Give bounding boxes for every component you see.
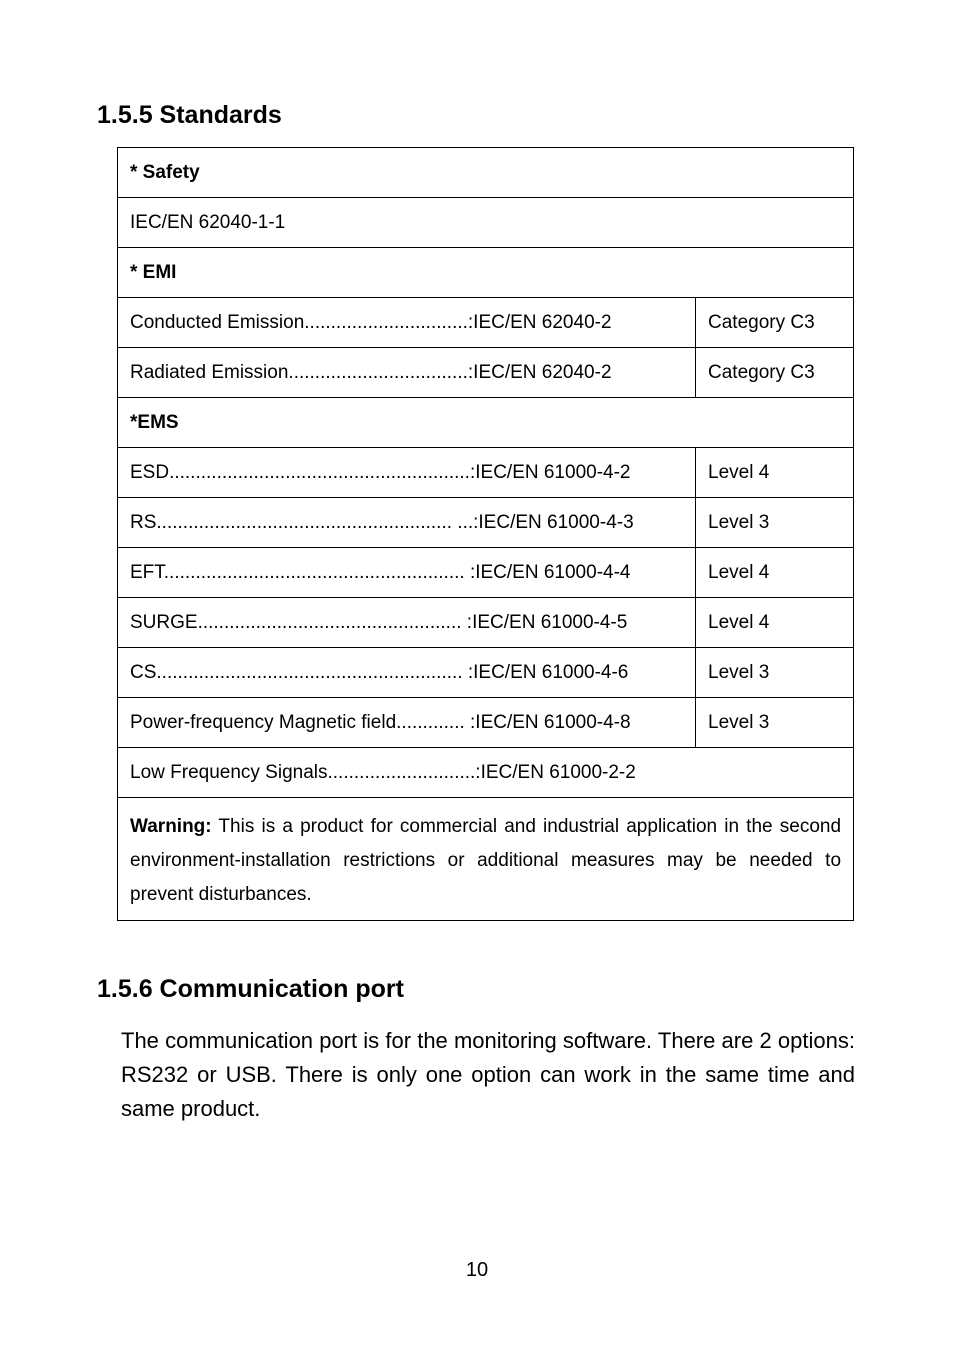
table-row	[118, 298, 854, 348]
standards-table	[117, 147, 854, 921]
table-row	[118, 698, 854, 748]
safety-header: * Safety	[118, 148, 854, 198]
table-row	[118, 548, 854, 598]
ems-header: *EMS	[118, 398, 854, 448]
standard-name: ESD.........................................................:IEC/EN 61000-4-2	[118, 448, 696, 498]
standard-level: Category C3	[696, 348, 854, 398]
standard-level: Level 3	[696, 698, 854, 748]
standard-name: Radiated Emission..................................:IEC/EN 62040-2	[118, 348, 696, 398]
page-number: 10	[465, 1259, 489, 1281]
safety-header-row	[118, 148, 854, 198]
emi-header: * EMI	[118, 248, 854, 298]
standard-name: Power-frequency Magnetic field............. :IEC/EN 61000-4-8	[118, 698, 696, 748]
standard-level: Level 4	[696, 598, 854, 648]
warning-row	[118, 798, 854, 921]
emi-header-row	[118, 248, 854, 298]
standard-name: Conducted Emission...............................:IEC/EN 62040-2	[118, 298, 696, 348]
table-row	[118, 598, 854, 648]
standard-name: CS.......................................................... :IEC/EN 61000-4-6	[118, 648, 696, 698]
table-row	[118, 448, 854, 498]
communication-port-heading: 1.5.6 Communication port	[97, 975, 404, 1003]
table-row	[118, 648, 854, 698]
safety-standard-row	[118, 198, 854, 248]
standard-level: Category C3	[696, 298, 854, 348]
standard-name: EFT......................................................... :IEC/EN 61000-4-4	[118, 548, 696, 598]
table-row	[118, 498, 854, 548]
standard-level: Level 3	[696, 498, 854, 548]
standard-name: RS........................................................ ...:IEC/EN 61000-4-3	[118, 498, 696, 548]
low-frequency-standard: Low Frequency Signals............................:IEC/EN 61000-2-2	[118, 748, 854, 798]
table-row	[118, 348, 854, 398]
warning-label: Warning:	[130, 816, 212, 837]
standard-level: Level 3	[696, 648, 854, 698]
warning-note	[118, 798, 854, 921]
low-frequency-row	[118, 748, 854, 798]
safety-standard: IEC/EN 62040-1-1	[118, 198, 854, 248]
standard-name: SURGE.................................................. :IEC/EN 61000-4-5	[118, 598, 696, 648]
warning-text: This is a product for commercial and industrial application in the second environment-installation restrictions or additional measures may be needed to prevent disturbances.	[130, 816, 842, 905]
standard-level: Level 4	[696, 548, 854, 598]
ems-header-row	[118, 398, 854, 448]
standard-level: Level 4	[696, 448, 854, 498]
communication-port-paragraph: The communication port is for the monitoring software. There are 2 options: RS232 or USB. There is only one option can work in the same time and same product.	[121, 1028, 855, 1121]
standards-heading: 1.5.5 Standards	[97, 101, 282, 129]
